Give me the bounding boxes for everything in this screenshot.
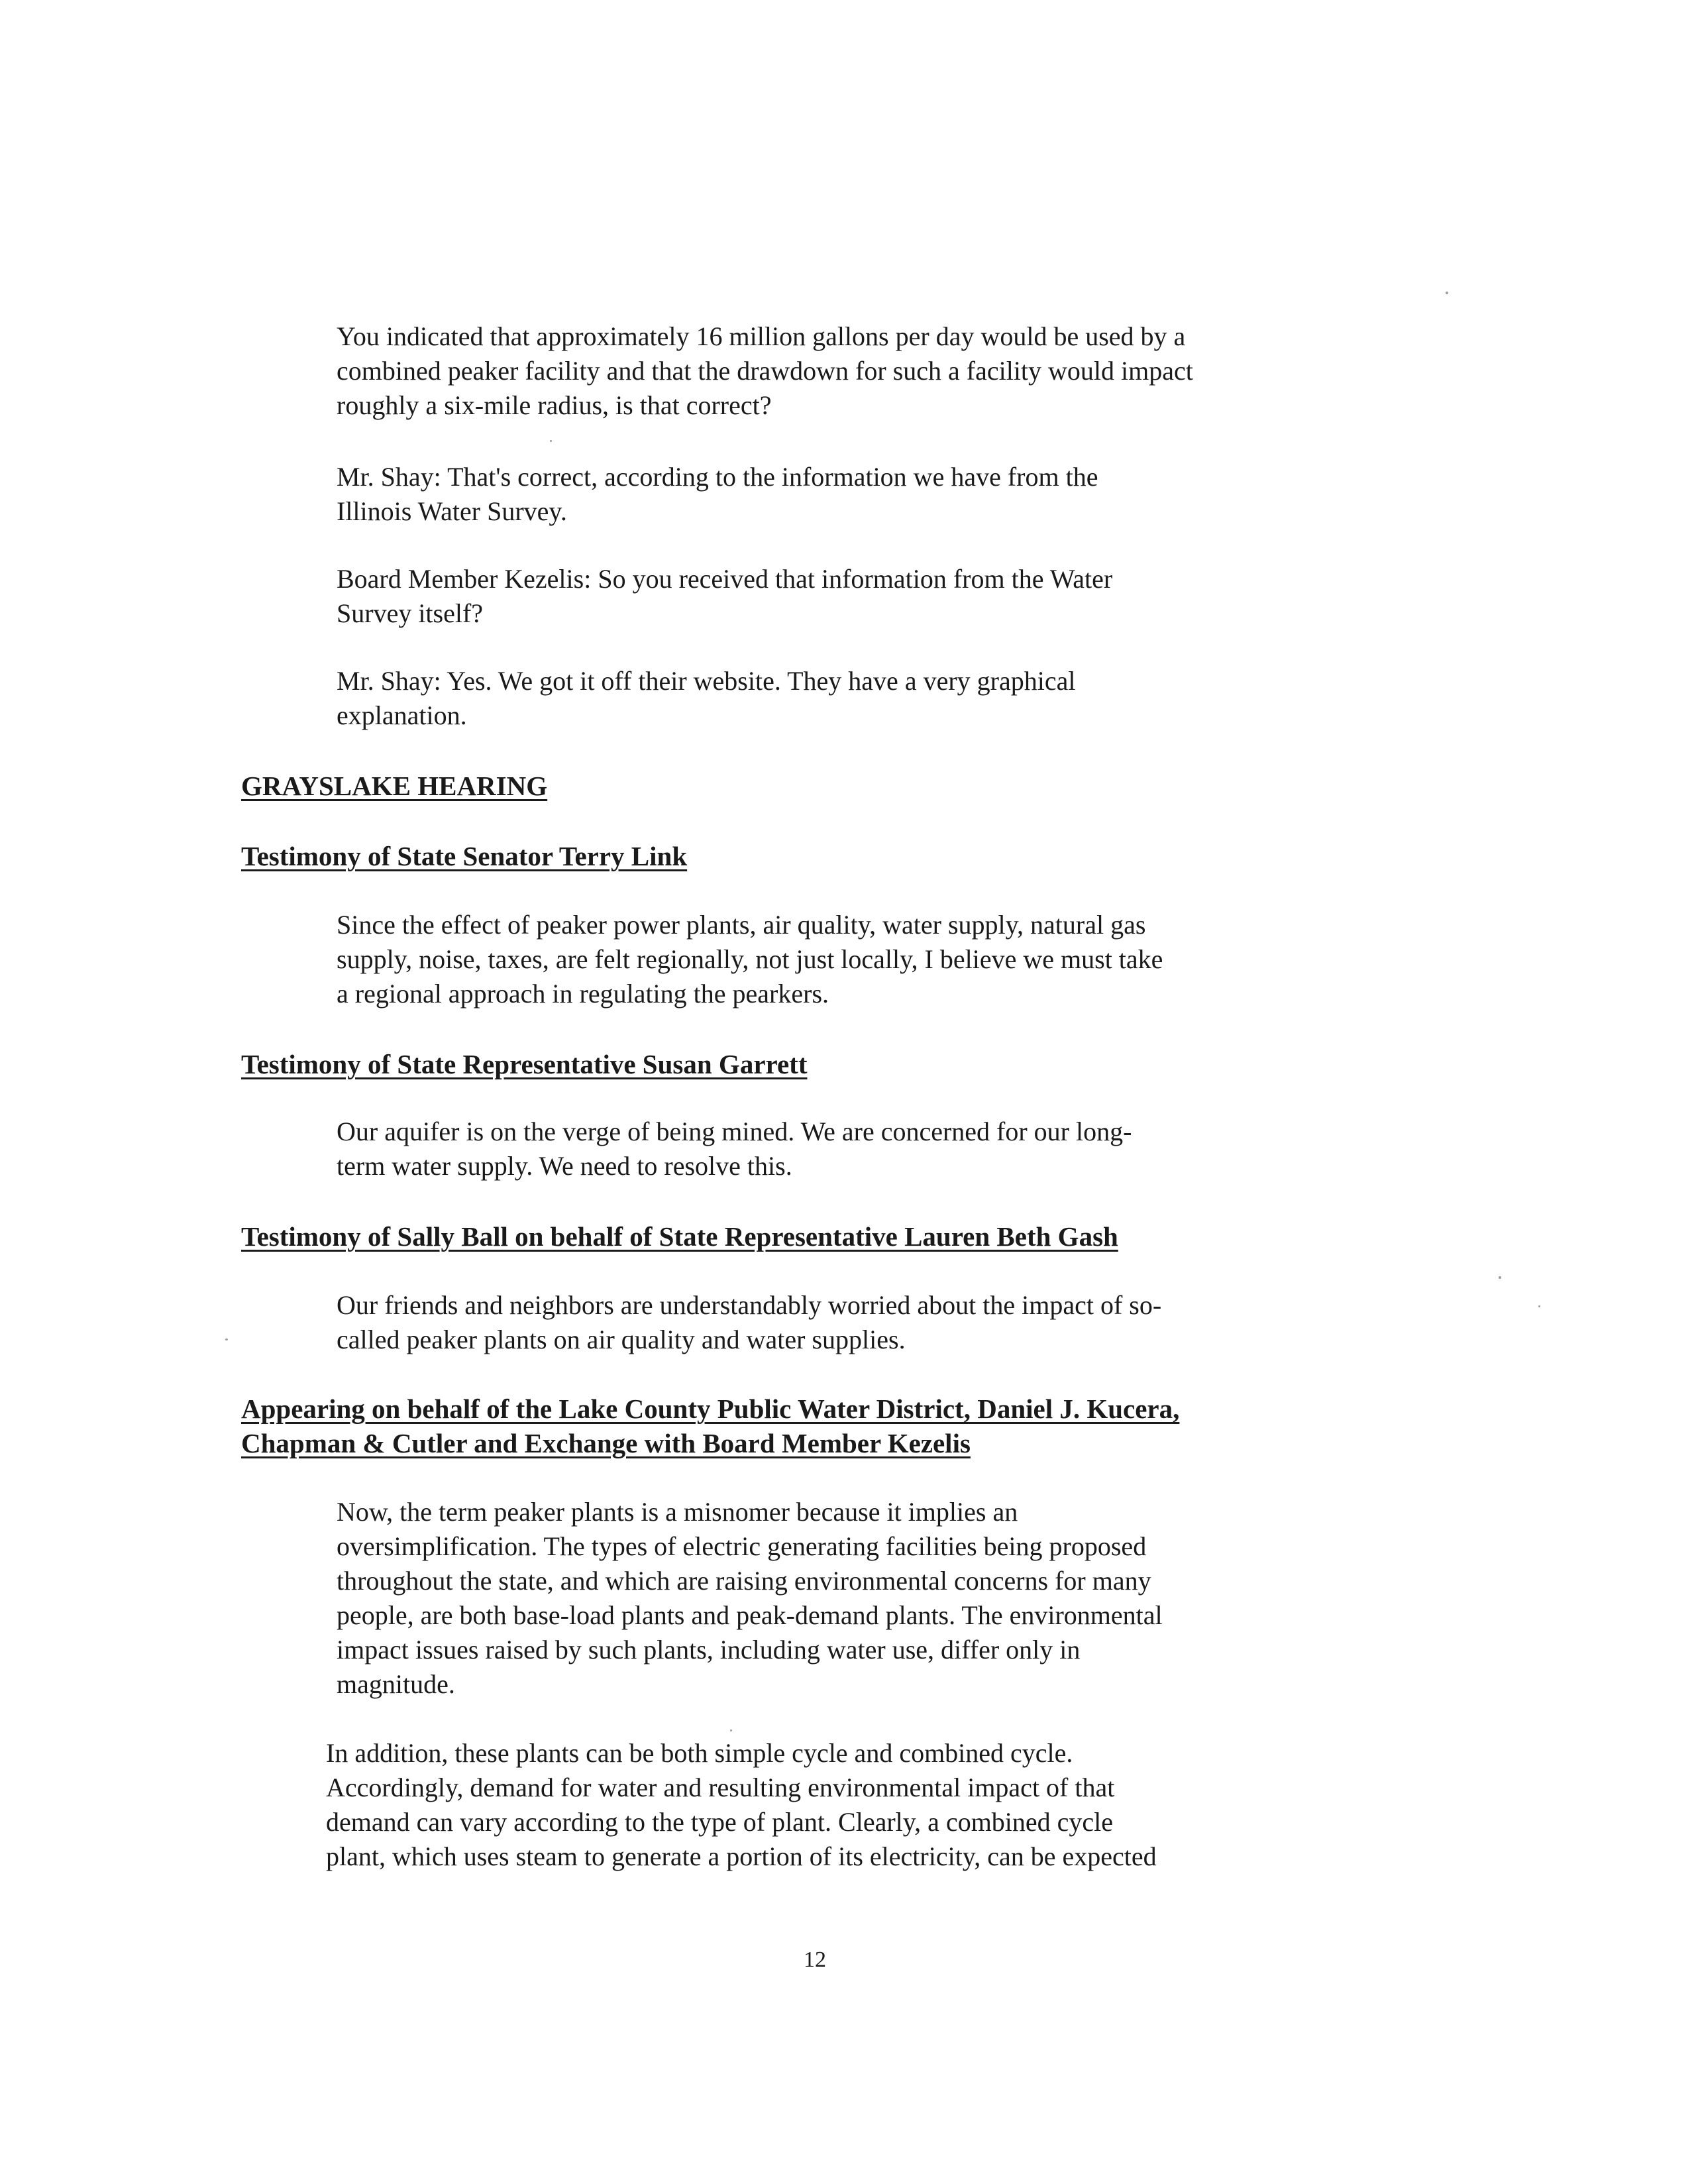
scan-speck [730, 1729, 732, 1731]
scan-speck [550, 440, 552, 442]
testimony-heading-garrett: Testimony of State Representative Susan Garrett [241, 1049, 808, 1079]
scan-speck [225, 1338, 228, 1340]
testimony-text-kucera-continued: In addition, these plants can be both simple cycle and combined cycle. Accordingly, demand for water and resulting environmental impact of that demand can vary according to the type of plant. Clearly, a combined cycle plant, which uses steam to generate a portion of its electricity, can be expected [326, 1738, 1157, 1871]
scan-speck [1499, 1276, 1501, 1279]
testimony-text-ball: Our friends and neighbors are understandably worried about the impact of so- called peaker plants on air quality and water supplies. [337, 1290, 1162, 1354]
testimony-heading-link: Testimony of State Senator Terry Link [241, 841, 688, 871]
page-number: 12 [804, 1947, 826, 1972]
testimony-text-garrett: Our aquifer is on the verge of being mined. We are concerned for our long- term water supply. We need to resolve this. [337, 1117, 1132, 1181]
testimony-heading-ball: Testimony of Sally Ball on behalf of State Representative Lauren Beth Gash [241, 1221, 1118, 1252]
shay-answer-paragraph: Mr. Shay: That's correct, according to the information we have from the Illinois Water Survey. [337, 462, 1098, 526]
question-paragraph: You indicated that approximately 16 million gallons per day would be used by a combined peaker facility and that the drawdown for such a facility would impact roughly a six-mile radius, is that correct? [337, 321, 1193, 420]
scan-speck [1538, 1305, 1540, 1307]
testimony-text-kucera: Now, the term peaker plants is a misnomer because it implies an oversimplification. The types of electric generating facilities being proposed throughout the state, and which are raising environmental concerns for many people, are both base-load plants and peak-demand plants. The environmental impact issues raised by such plants, including water use, differ only in magnitude. [337, 1497, 1163, 1699]
shay-website-paragraph: Mr. Shay: Yes. We got it off their website. They have a very graphical explanation. [337, 666, 1076, 730]
testimony-heading-kucera: Appearing on behalf of the Lake County Public Water District, Daniel J. Kucera, Chapman & Cutler and Exchange with Board Member Kezelis [241, 1393, 1180, 1458]
section-heading: GRAYSLAKE HEARING [241, 771, 548, 801]
scan-speck [1446, 292, 1448, 294]
testimony-text-link: Since the effect of peaker power plants, air quality, water supply, natural gas supply, noise, taxes, are felt regionally, not just locally, I believe we must take a regional approach in regulating the pearkers. [337, 910, 1163, 1009]
kezelis-question-paragraph: Board Member Kezelis: So you received that information from the Water Survey itself? [337, 564, 1113, 628]
